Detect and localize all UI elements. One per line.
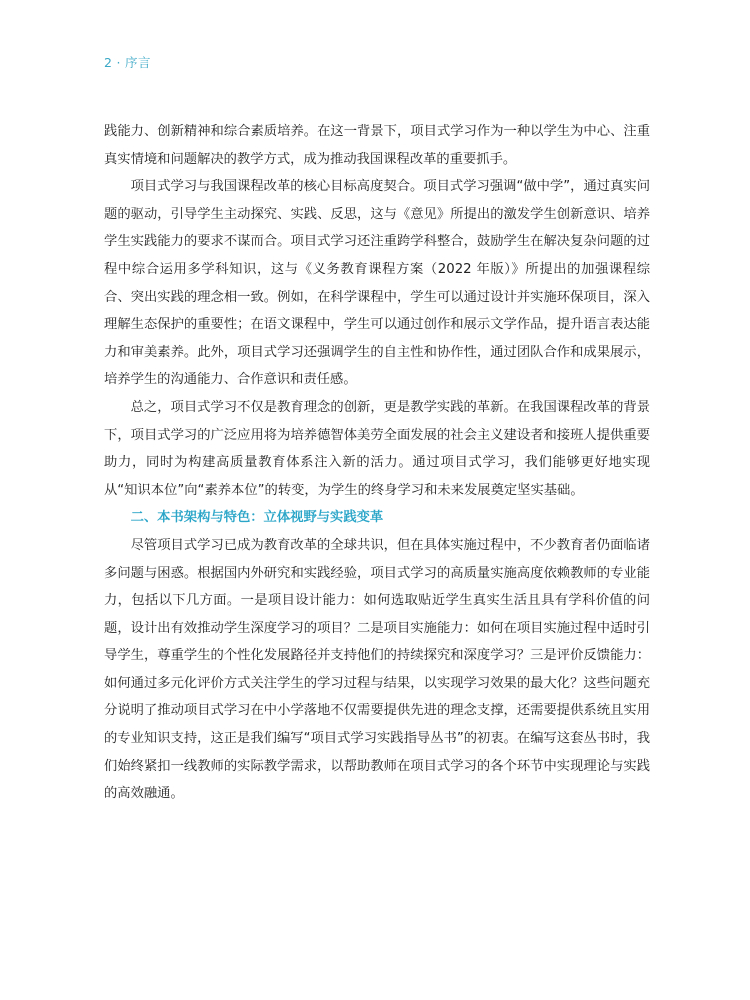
- header-section-title: 序言: [124, 55, 151, 70]
- section-heading: 二、本书架构与特色：立体视野与实践变革: [130, 510, 384, 526]
- body-paragraph: 尽管项目式学习已成为教育改革的全球共识，但在具体实施过程中，不少教育者仍面临诸多问题与困惑。根据国内外研究和实践经验，项目式学习的高质量实施高度依赖教师的专业能力，包括以下几方面。一是项目设计能力：如何选取贴近学生真实生活且具有学科价值的问题，设计出有效推动学生深度学习的项目？二是项目实施能力：如何在项目实施过程中适时引导学生，尊重学生的个性化发展路径并支持他们的持续探究和深度学习？三是评价反馈能力：如何通过多元化评价方式关注学生的学习过程与结果，以实现学习效果的最大化？这些问题充分说明了推动项目式学习在中小学落地不仅需要提供先进的理念支撑，还需要提供系统且实用的专业知识支持，这正是我们编写“项目式学习实践指导丛书”的初衷。在编写这套丛书时，我们始终紧扣一线教师的实际教学需求，以帮助教师在项目式学习的各个环节中实现理论与实践的高效融通。: [104, 537, 650, 802]
- body-paragraph: 项目式学习与我国课程改革的核心目标高度契合。项目式学习强调“做中学”，通过真实问题的驱动，引导学生主动探究、实践、反思，这与《意见》所提出的激发学生创新意识、培养学生实践能力的要求不谋而合。项目式学习还注重跨学科整合，鼓励学生在解决复杂问题的过程中综合运用多学科知识，这与《义务教育课程方案（2022 年版）》所提出的加强课程综合、突出实践的理念相一致。例如，在科学课程中，学生可以通过设计并实施环保项目，深入理解生态保护的重要性；在语文课程中，学生可以通过创作和展示文学作品，提升语言表达能力和审美素养。此外，项目式学习还强调学生的自主性和协作性，通过团队合作和成果展示，培养学生的沟通能力、合作意识和责任感。: [104, 179, 650, 388]
- page-number: 2: [104, 55, 113, 70]
- header-separator: ·: [116, 55, 121, 70]
- body-paragraph: 总之，项目式学习不仅是教育理念的创新，更是教学实践的革新。在我国课程改革的背景下，项目式学习的广泛应用将为培养德智体美劳全面发展的社会主义建设者和接班人提供重要助力，同时为构建高质量教育体系注入新的活力。通过项目式学习，我们能够更好地实现从“知识本位”向“素养本位”的转变，为学生的终身学习和未来发展奠定坚实基础。: [104, 399, 650, 498]
- running-header: [104, 53, 151, 71]
- body-paragraph-continued: 践能力、创新精神和综合素质培养。在这一背景下，项目式学习作为一种以学生为中心、注重真实情境和问题解决的教学方式，成为推动我国课程改革的重要抓手。: [104, 124, 650, 167]
- page-body: [104, 118, 650, 808]
